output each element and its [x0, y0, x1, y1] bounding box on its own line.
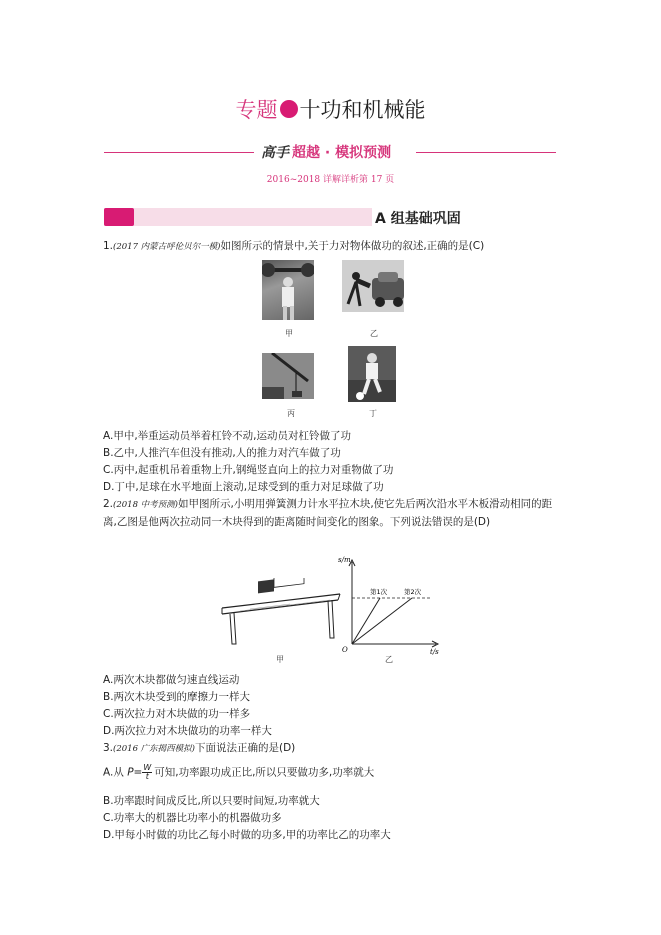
q1-option-a: A.甲中,举重运动员举着杠铃不动,运动员对杠铃做了功 — [103, 430, 352, 442]
q3-text: 下面说法正确的是(D) — [195, 742, 296, 754]
q2-text: 如甲图所示,小明用弹簧测力计水平拉木块,使它先后两次沿水平木板滑动相同的距离,乙图是他两次拉动同一木块得到的距离随时间变化的图象。下列说法错误的是(D) — [103, 498, 553, 528]
photo-football — [348, 346, 396, 402]
q1-number: 1. — [103, 240, 114, 252]
page-title — [0, 94, 661, 124]
question-2-stem — [103, 496, 558, 531]
q3-option-b: B.功率跟时间成反比,所以只要时间短,功率就大 — [103, 795, 320, 807]
banner — [104, 144, 556, 160]
figure-st-graph — [336, 556, 442, 656]
q2-source: (2018 中考预测) — [113, 500, 178, 510]
caption-bing: 丙 — [287, 409, 295, 418]
q3-option-a-prefix: A.从 — [103, 766, 128, 779]
origin-label: O — [342, 646, 348, 654]
caption-ding: 丁 — [369, 409, 377, 418]
figure-table-block — [220, 578, 342, 650]
line-first-trial — [352, 598, 380, 644]
fig-caption-yi: 乙 — [385, 655, 393, 664]
formula-lhs: P= — [127, 766, 143, 779]
x-axis-label: t/s — [430, 648, 439, 656]
photo-crane — [262, 353, 314, 399]
label-second-trial: 第2次 — [404, 588, 422, 596]
fig-caption-jia: 甲 — [276, 655, 284, 664]
q2-option-d: D.两次拉力对木块做功的功率一样大 — [103, 725, 272, 737]
q1-text: 如图所示的情景中,关于力对物体做功的叙述,正确的是(C) — [220, 240, 485, 252]
q2-option-c: C.两次拉力对木块做的功一样多 — [103, 708, 251, 720]
banner-right-rule — [416, 152, 556, 153]
q1-source: (2017 内蒙古呼伦贝尔一模) — [113, 242, 221, 252]
q3-number: 3. — [103, 742, 114, 754]
formula-denominator: t — [145, 772, 149, 781]
photo-pushing-car — [342, 260, 404, 312]
q3-option-a — [103, 764, 374, 782]
line-second-trial — [352, 598, 412, 644]
banner-label: 超越 · 模拟预测 — [292, 145, 392, 161]
photo-weightlifter — [262, 260, 314, 320]
banner-logo: 高手 — [261, 145, 289, 161]
topic-name: 十功和机械能 — [299, 98, 426, 122]
caption-jia: 甲 — [285, 329, 293, 338]
topic-bullet-icon — [280, 100, 298, 118]
section-tag — [104, 208, 134, 226]
caption-yi: 乙 — [370, 329, 378, 338]
question-3-stem — [103, 740, 558, 758]
label-first-trial: 第1次 — [370, 588, 388, 596]
q2-option-a: A.两次木块都做匀速直线运动 — [103, 674, 240, 686]
page-reference: 2016~2018 详解详析第 17 页 — [266, 175, 395, 185]
topic-prefix: 专题 — [235, 98, 278, 122]
q3-option-a-text: 可知,功率跟功成正比,所以只要做功多,功率就大 — [154, 766, 375, 779]
q3-option-c: C.功率大的机器比功率小的机器做功多 — [103, 812, 282, 824]
y-axis-label: s/m — [338, 556, 351, 564]
q1-option-b: B.乙中,人推汽车但没有推动,人的推力对汽车做了功 — [103, 447, 341, 459]
q2-option-b: B.两次木块受到的摩擦力一样大 — [103, 691, 251, 703]
q1-option-d: D.丁中,足球在水平地面上滚动,足球受到的重力对足球做了功 — [103, 481, 384, 493]
formula-numerator: W — [143, 763, 152, 772]
banner-text — [261, 142, 391, 162]
section-bar — [104, 208, 372, 226]
q2-number: 2. — [103, 498, 114, 510]
q3-option-d: D.甲每小时做的功比乙每小时做的功多,甲的功率比乙的功率大 — [103, 829, 391, 841]
q3-source: (2016 广东揭西模拟) — [113, 744, 195, 754]
q1-option-c: C.丙中,起重机吊着重物上升,钢绳竖直向上的拉力对重物做了功 — [103, 464, 394, 476]
section-title: A 组基础巩固 — [375, 211, 461, 227]
question-1-stem — [103, 238, 558, 256]
banner-left-rule — [104, 152, 254, 153]
formula-fraction — [142, 764, 152, 781]
